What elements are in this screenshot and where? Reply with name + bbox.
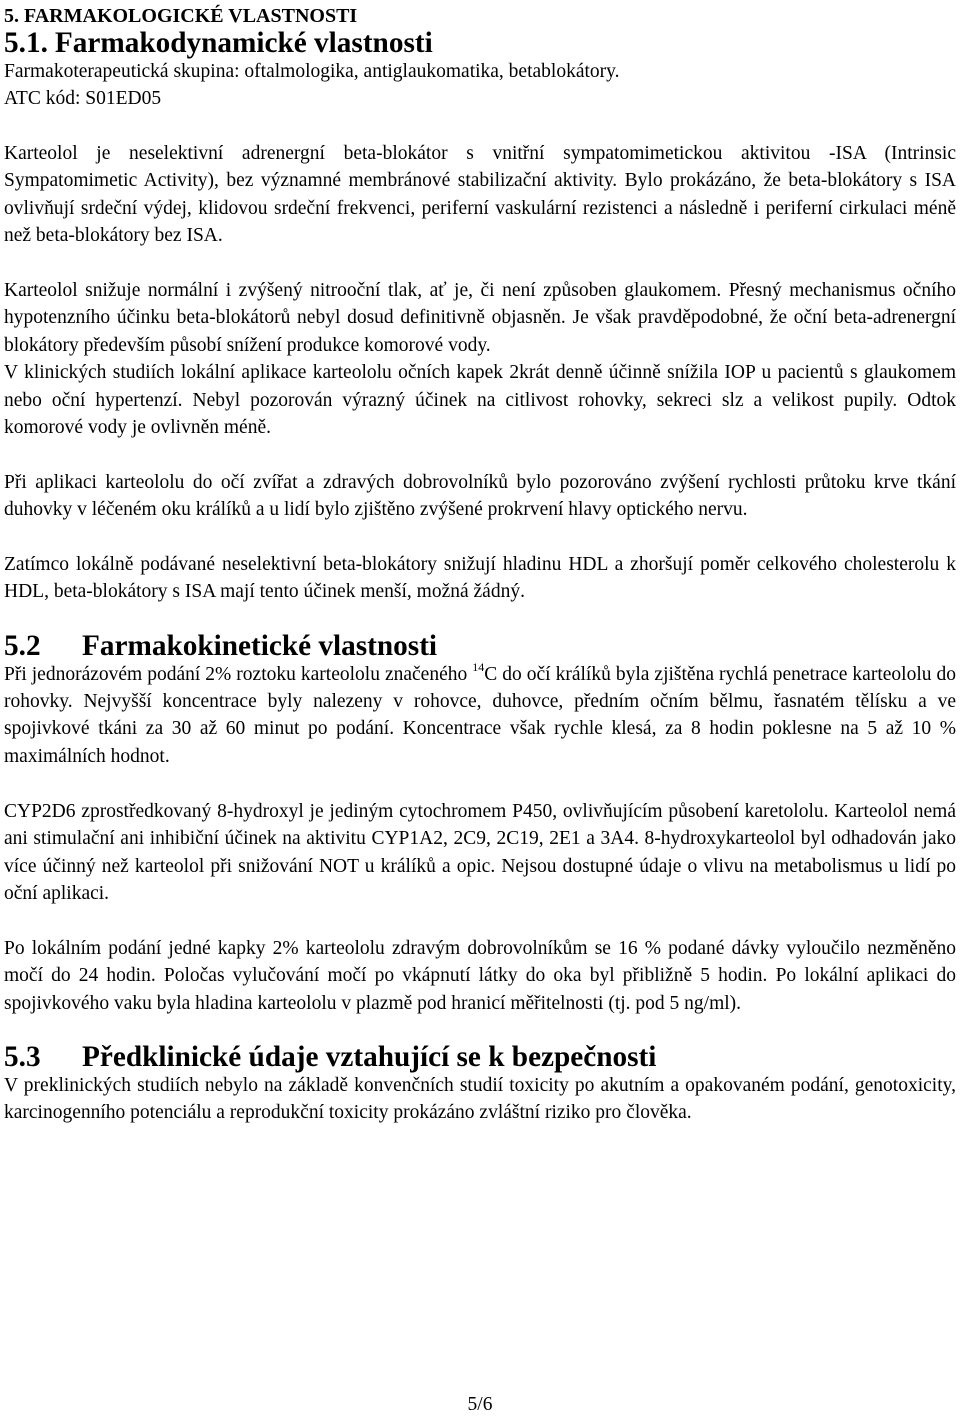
- preclinical-paragraph-1: V preklinických studiích nebylo na základě konvenčních studií toxicity po akutním a opakovaném podání, genotoxicity, karcinogenního potenciálu a reprodukční toxicity prokázáno zvláštní riziko pro člověka.: [4, 1074, 956, 1124]
- pharmacodynamics-paragraph-3: V klinických studiích lokální aplikace karteololu očních kapek 2krát denně účinně snížila IOP u pacientů s glaukomem nebo oční hypertenzí. Nebyl pozorován výrazný účinek na citlivost rohovky, sekreci slz a velikost pupily. Odtok komorové vody je ovlivněn méně.: [4, 362, 956, 439]
- isotope-superscript: 14: [472, 659, 485, 674]
- pharmacokinetics-paragraph-1: Při jednorázovém podání 2% roztoku karteololu značeného $^{14}$C do očí králíků byla zjištěna rychlá penetrace karteololu do rohovky. Nejvyšší koncentrace byly nalezeny v rohovce, duhovce, předním očním bělmu, řasnatém tělísku a ve spojivkové tkáni za 30 až 60 minut po podání. Koncentrace však rychle klesá, za 8 hodin poklesne na 5 až 10 % maximálních hodnot.: [4, 659, 956, 767]
- pharmacodynamics-paragraph-5: Zatímco lokálně podávané neselektivní beta-blokátory snižují hladinu HDL a zhoršují poměr celkového cholesterolu k HDL, beta-blokátory s ISA mají tento účinek menší, možná žádný.: [4, 554, 956, 603]
- pharmacodynamics-paragraph-4: Při aplikaci karteololu do očí zvířat a zdravých dobrovolníků bylo pozorováno zvýšení rychlosti průtoku krve tkání duhovky v léčeném oku králíků a u lidí bylo zjištěno zvýšené prokrvení hlavy optického nervu.: [4, 471, 956, 521]
- section-5-1-number: 5.1.: [4, 27, 48, 60]
- page-number: 5/6: [467, 1394, 493, 1415]
- section-5-3-number: 5.3: [4, 1041, 41, 1074]
- section-5-heading: 5. FARMAKOLOGICKÉ VLASTNOSTI: [4, 5, 358, 27]
- section-5-2-number: 5.2: [4, 630, 41, 663]
- pharmacodynamics-paragraph-2: Karteolol snižuje normální i zvýšený nitrooční tlak, ať je, či není způsoben glaukomem. Přesný mechanismus očního hypotenzního účinku beta-blokátorů nebyl dosud definitivně objasněn. Je však pravděpodobné, že oční beta-adrenergní blokátory především působí snížení produkce komorové vody.: [4, 280, 956, 356]
- section-5-1-heading: [4, 27, 956, 60]
- section-5-3-heading: [4, 1041, 956, 1074]
- section-5-2-heading: [4, 630, 956, 663]
- section-5-1-title: Farmakodynamické vlastnosti: [54, 27, 433, 60]
- pharmacodynamics-paragraph-1: Karteolol je neselektivní adrenergní beta-blokátor s vnitřní sympatomimetickou aktivitou -ISA (Intrinsic Sympatomimetic Activity), bez významné membránové stabilizační aktivity. Bylo prokázáno, že beta-blokátory s ISA ovlivňují srdeční výdej, klidovou srdeční frekvenci, periferní vaskulární rezistenci a následně i periferní cirkulaci méně než beta-blokátory bez ISA.: [4, 143, 956, 247]
- pharmacokinetics-paragraph-3: Po lokálním podání jedné kapky 2% karteololu zdravým dobrovolníkům se 16 % podané dávky vyloučilo nezměněno močí do 24 hodin. Poločas vylučování močí po vkápnutí látky do oka byl přibližně 5 hodin. Po lokální aplikaci do spojivkového vaku byla hladina karteololu v plazmě pod hranicí měřitelnosti (tj. pod 5 ng/ml).: [4, 937, 956, 1014]
- document-page: [4, 3, 956, 1127]
- section-5-3-title: Předklinické údaje vztahující se k bezpečnosti: [82, 1041, 657, 1074]
- atc-code: ATC kód: S01ED05: [4, 88, 162, 110]
- pharmacotherapeutic-group: Farmakoterapeutická skupina: oftalmologika, antiglaukomatika, betablokátory.: [4, 60, 620, 82]
- section-5-2-title: Farmakokinetické vlastnosti: [82, 630, 438, 663]
- pharmacokinetics-paragraph-2: CYP2D6 zprostředkovaný 8-hydroxyl je jediným cytochromem P450, ovlivňujícím působení karetololu. Karteolol nemá ani stimulační ani inhibiční účinek na aktivitu CYP1A2, 2C9, 2C19, 2E1 a 3A4. 8-hydroxykarteolol byl odhadován jako více účinný než karteolol při snižování NOT u králíků a opic. Nejsou dostupné údaje o vlivu na metabolismus u lidí po oční aplikaci.: [4, 800, 956, 904]
